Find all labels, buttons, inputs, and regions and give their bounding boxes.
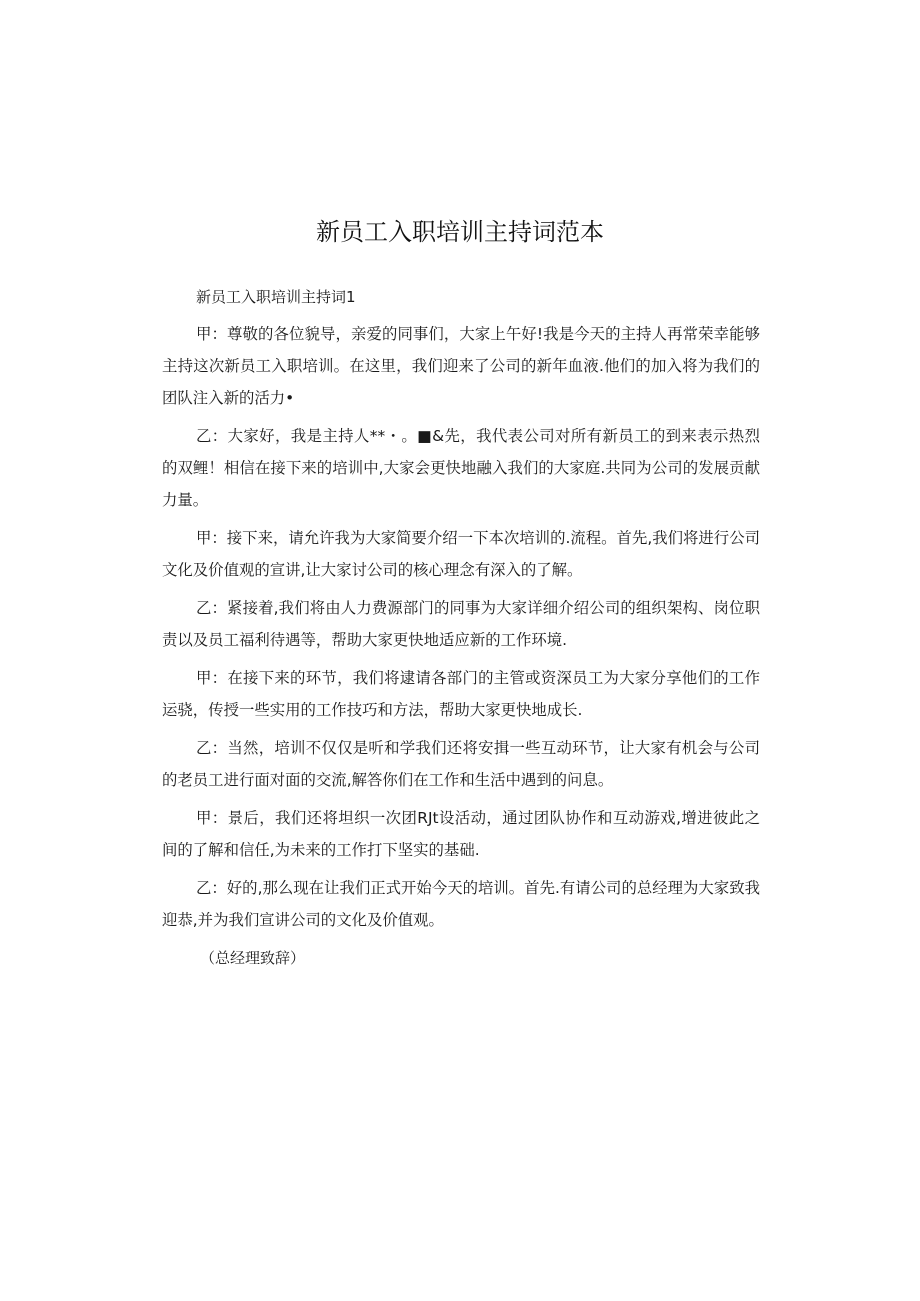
paragraph-jia-opening: 甲：尊敬的各位貌导，亲爱的同事们，大家上午好!我是今天的主持人再常荣幸能够主持这次新员工入职培训。在这里，我们迎来了公司的新年血液.他们的加入将为我们的团队注入新的活力• — [162, 325, 760, 407]
paragraph-jia-team-building: 甲：景后，我们还将坦织一次团RJt设活动，通过团队协作和互动游戏,增进彼此之间的了解和信任,为未来的工作打下坚实的基础. — [162, 809, 760, 859]
document-title: 新员工入职培训主持词范本 — [316, 218, 604, 246]
paragraph-yi-hr-intro: 乙：紧接着,我们将由人力费源部门的同事为大家详细介绍公司的组织架构、岗位职责以及员工福利待遇等，帮助大家更快地适应新的工作环境. — [162, 599, 760, 649]
paragraph-yi-welcome: 乙：大家好，我是主持人**・。■&先，我代表公司对所有新员工的到来表示热烈的双鲤！相信在接下来的培训中,大家会更快地融入我们的大家庭.共同为公司的发展贡献力量。 — [162, 427, 760, 509]
paragraph-yi-interaction: 乙：当然，培训不仅仅是听和学我们还将安揖一些互动环节，让大家有机会与公司的老员工进行面对面的交流,解答你们在工作和生活中遇到的问息。 — [162, 739, 760, 789]
paragraph-jia-sharing: 甲：在接下来的环节，我们将逮请各部门的主管或资深员工为大家分享他们的工作运骁，传授一些实用的工作技巧和方法，帮助大家更快地成长. — [162, 669, 760, 719]
paragraph-jia-process: 甲：接下来，请允许我为大家简要介绍一下本次培训的.流程。首先,我们将进行公司文化及价值观的宣讲,让大家讨公司的核心理念有深入的了解。 — [162, 529, 760, 579]
document-body — [162, 284, 760, 972]
closing-note: （总经理致辞） — [200, 949, 306, 967]
paragraph-yi-start: 乙：好的,那么现在让我们正式开始今天的培训。首先.有请公司的总经理为大家致我迎恭,并为我们宣讲公司的文化及价值观。 — [162, 879, 760, 929]
section-heading: 新员工入职培训主持词1 — [196, 288, 356, 306]
